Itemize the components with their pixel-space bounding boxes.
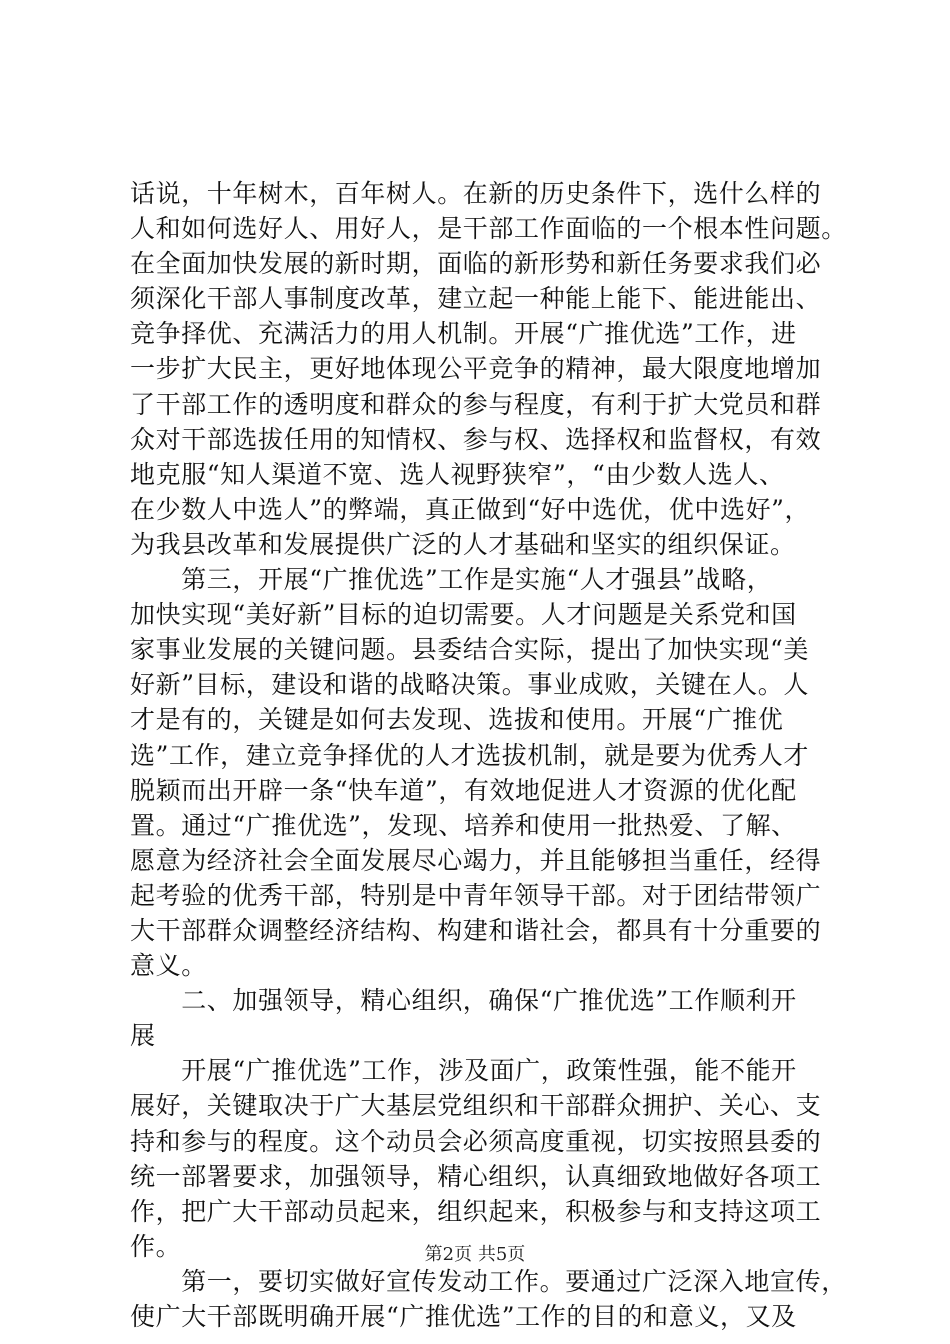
text-line: 一步扩大民主，更好地体现公平竞争的精神，最大限度地增加 [130,354,822,384]
text-line: 大干部群众调整经济结构、构建和谐社会，都具有十分重要的 [130,915,822,945]
text-line: 作，把广大干部动员起来，组织起来，积极参与和支持这项工 [130,1196,822,1226]
text-line: 须深化干部人事制度改革，建立起一种能上能下、能进能出、 [130,284,822,314]
text-line: 选”工作，建立竞争择优的人才选拔机制，就是要为优秀人才 [130,740,809,770]
section-heading-line: 展 [130,1021,156,1051]
text-line: 开展“广推优选”工作，涉及面广，政策性强，能不能开 [130,1056,797,1086]
section-heading-line: 二、加强领导，精心组织，确保“广推优选”工作顺利开 [130,986,797,1016]
text-line: 第一，要切实做好宣传发动工作。要通过广泛深入地宣传， [130,1266,847,1296]
text-line: 为我县改革和发展提供广泛的人才基础和坚实的组织保证。 [130,529,796,559]
page-footer: 第2页 共5页 [424,1244,526,1265]
text-line: 使广大干部既明确开展“广推优选”工作的目的和意义，又及 [130,1302,797,1331]
text-line: 第三，开展“广推优选”工作是实施“人才强县”战略， [130,565,773,595]
text-line: 愿意为经济社会全面发展尽心竭力，并且能够担当重任，经得 [130,845,822,875]
text-line: 竞争择优、充满活力的用人机制。开展“广推优选”工作，进 [130,319,797,349]
text-line: 好新”目标，建设和谐的战略决策。事业成败，关键在人。人 [130,670,809,700]
text-line: 脱颖而出开辟一条“快车道”，有效地促进人才资源的优化配 [130,775,797,805]
text-line: 展好，关键取决于广大基层党组织和干部群众拥护、关心、支 [130,1091,822,1121]
text-line: 了干部工作的透明度和群众的参与程度，有利于扩大党员和群 [130,389,822,419]
text-line: 话说，十年树木，百年树人。在新的历史条件下，选什么样的 [130,179,822,208]
text-line: 意义。 [130,951,207,981]
text-line: 加快实现“美好新”目标的迫切需要。人才问题是关系党和国 [130,600,797,630]
body-text [130,176,847,1334]
text-line: 众对干部选拔任用的知情权、参与权、选择权和监督权，有效 [130,424,822,454]
text-line: 统一部署要求，加强领导，精心组织，认真细致地做好各项工 [130,1161,822,1191]
text-line: 在少数人中选人”的弊端，真正做到“好中选优，优中选好”， [130,494,811,524]
text-line: 起考验的优秀干部，特别是中青年领导干部。对于团结带领广 [130,880,822,910]
text-line: 人和如何选好人、用好人，是干部工作面临的一个根本性问题。 [130,214,847,244]
text-line: 才是有的，关键是如何去发现、选拔和使用。开展“广推优 [130,705,784,735]
text-line: 在全面加快发展的新时期，面临的新形势和新任务要求我们必 [130,249,822,279]
text-line: 地克服“知人渠道不宽、选人视野狭窄”，“由少数人选人、 [130,459,785,489]
text-line: 持和参与的程度。这个动员会必须高度重视，切实按照县委的 [130,1126,822,1156]
text-line: 置。通过“广推优选”，发现、培养和使用一批热爱、了解、 [130,810,797,840]
text-line: 家事业发展的关键问题。县委结合实际，提出了加快实现“美 [130,635,809,665]
text-line: 作。 [130,1231,182,1261]
